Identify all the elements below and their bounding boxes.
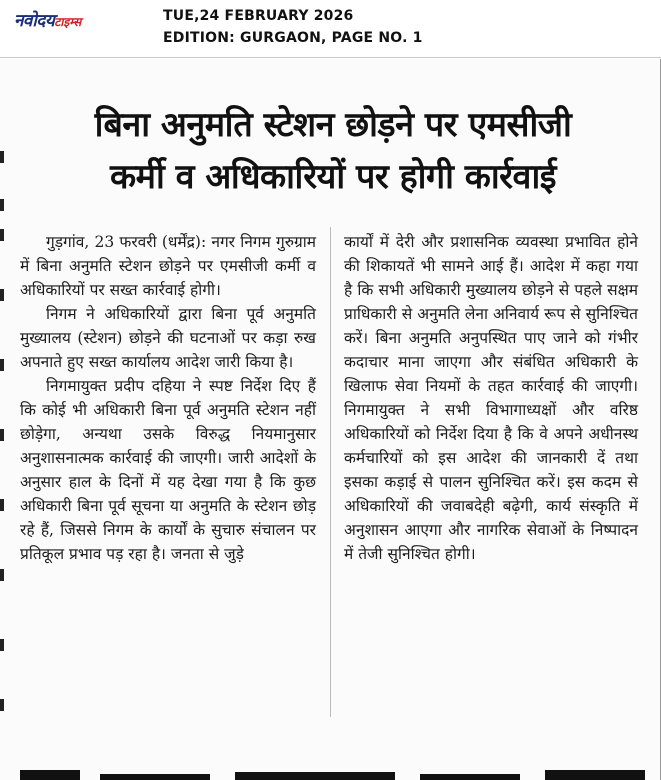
paragraph-1 [20, 230, 316, 302]
edition-info: EDITION: GURGAON, PAGE NO. 1 [163, 30, 423, 46]
publication-date: TUE,24 FEBRUARY 2026 [163, 8, 354, 24]
article-dateline: गुड़गांव, 23 फरवरी (धर्मेंद्र): [46, 233, 207, 251]
left-edge-mark [0, 229, 4, 241]
logo-main-text: नवोदय [14, 11, 55, 31]
newspaper-logo[interactable] [14, 8, 81, 31]
headline-line-1: बिना अनुमति स्टेशन छोड़ने पर एमसीजी [94, 105, 572, 145]
left-edge-mark [0, 199, 4, 211]
left-edge-mark [0, 359, 4, 371]
column-divider [330, 227, 331, 717]
headline-line-2: कर्मी व अधिकारियों पर होगी कार्रवाई [110, 157, 556, 197]
paragraph-2: निगम ने अधिकारियों द्वारा बिना पूर्व अनुमति मुख्यालय (स्टेशन) छोड़ने की घटनाओं पर कड़ा रुख अपनाते हुए सख्त कार्यालय आदेश जारी किया है। [20, 305, 316, 371]
paragraph-4: कार्यों में देरी और प्रशासनिक व्यवस्था प्रभावित होने की शिकायतें भी सामने आई हैं। आदेश में कहा गया है कि सभी अधिकारी मुख्यालय छोड़ने से पहले सक्षम प्राधिकारी से अनुमति लेना अनिवार्य रूप से सुनिश्चित करें। बिना अनुमति अनुपस्थित पाए जाने को गंभीर कदाचार माना जाएगा और संबंधित अधिकारी के खिलाफ सेवा नियमों के तहत कार्रवाई की जाएगी। निगमायुक्त ने सभी विभागाध्यक्षों और वरिष्ठ अधिकारियों को निर्देश दिया है कि वे अपने अधीनस्थ कर्मचारियों को इस आदेश की जानकारी दें तथा इसका कड़ाई से पालन सुनिश्चित करें। इस कदम से अधिकारियों की जवाबदेही बढ़ेगी, कार्य संस्कृति में अनुशासन आएगा और नागरिक सेवाओं के निष्पादन में तेजी सुनिश्चित होगी। [344, 233, 638, 563]
left-edge-mark [0, 499, 4, 511]
next-article-headline-fragment [20, 749, 650, 780]
left-edge-mark [0, 289, 4, 301]
logo-sub-text: टाइम्स [54, 15, 82, 29]
left-edge-mark [0, 569, 4, 581]
cropped-headline-shapes [20, 766, 650, 780]
newspaper-header [0, 0, 661, 58]
left-edge-mark [0, 639, 4, 651]
left-edge-mark [0, 699, 4, 711]
article-column-right [344, 230, 638, 566]
article-clipping [0, 59, 661, 780]
paragraph-3: निगमायुक्त प्रदीप दहिया ने स्पष्ट निर्देश दिए हैं कि कोई भी अधिकारी बिना पूर्व अनुमति स्टेशन नहीं छोड़ेगा, अन्यथा उसके विरुद्ध नियमानुसार अनुशासनात्मक कार्रवाई की जाएगी। जारी आदेशों के अनुसार हाल के दिनों में यह देखा गया है कि कुछ अधिकारी बिना पूर्व सूचना या अनुमति के स्टेशन छोड़ रहे हैं, जिससे निगम के कार्यों के सुचारु संचालन पर प्रतिकूल प्रभाव पड़ रहा है। जनता से जुड़े [20, 377, 316, 563]
article-column-left [20, 230, 316, 566]
left-edge-mark [0, 429, 4, 441]
paragraph-1-text: नगर निगम गुरुग्राम में बिना अनुमति स्टेशन छोड़ने पर एमसीजी कर्मी व अधिकारियों पर सख्त कार्रवाई होगी। [20, 233, 316, 299]
left-edge-mark [0, 151, 4, 163]
article-headline [18, 99, 648, 203]
